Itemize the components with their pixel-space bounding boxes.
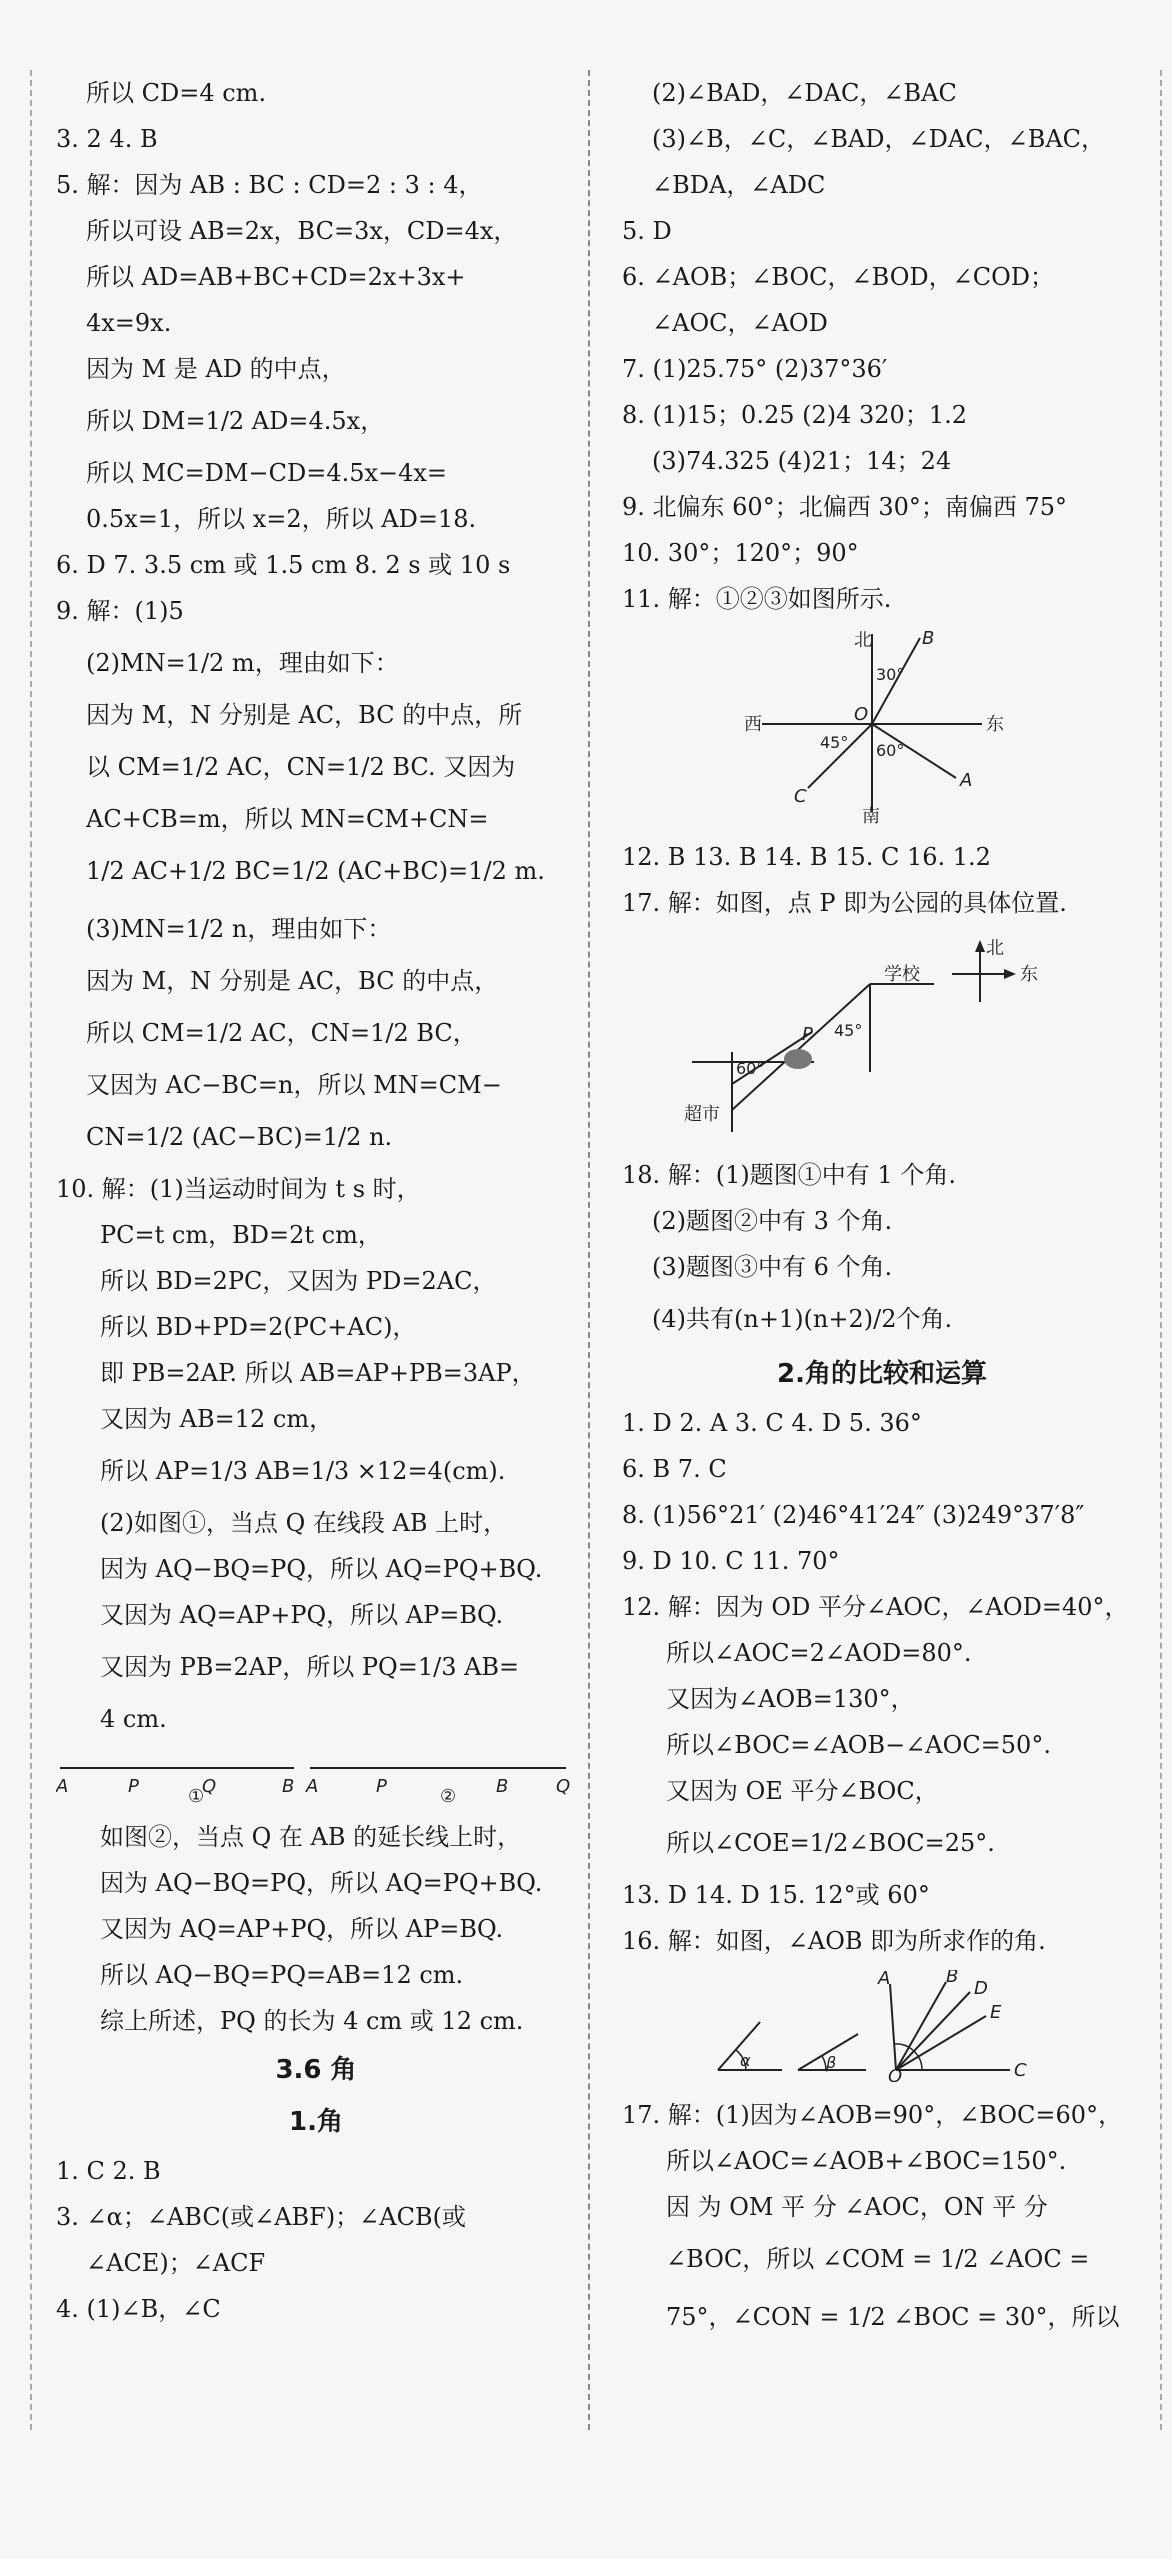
answer-line: 又因为 OE 平分∠BOC， (666, 1777, 939, 1805)
fig17-market: 超市 (684, 1104, 720, 1125)
fig11-east: 东 (986, 714, 1004, 735)
fig11-o: O (854, 704, 869, 725)
seg1-a: A (56, 1776, 69, 1797)
answer-line: (3)74.325 (4)21；14；24 (652, 447, 952, 475)
fig16-b: B (946, 1970, 959, 1987)
seg1-q: Q (202, 1776, 217, 1797)
left-answers-part2 (56, 1814, 576, 2044)
answer-line: 8. (1)15；0.25 (2)4 320；1.2 (622, 401, 967, 429)
answer-line: AC+CB=m，所以 MN=CM+CN= (86, 805, 489, 833)
answer-line: 18. 解：(1)题图①中有 1 个角. (622, 1161, 956, 1189)
answer-line: 6. D 7. 3.5 cm 或 1.5 cm 8. 2 s 或 10 s (56, 551, 511, 579)
right-answers-part4 (622, 1400, 1142, 1964)
answer-line: (3)MN=1/2 n，理由如下： (86, 915, 392, 943)
fig11-a: A (960, 770, 973, 791)
answer-line: 又因为 AQ=AP+PQ，所以 AP=BQ. (100, 1915, 504, 1943)
answer-line: 17. 解：(1)因为∠AOB=90°，∠BOC=60°， (622, 2101, 1123, 2129)
left-answers-part1 (56, 70, 576, 1742)
answer-line: 9. 北偏东 60°；北偏西 30°；南偏西 75° (622, 493, 1068, 521)
north-arrow-icon (975, 940, 985, 952)
park-map-diagram (622, 932, 1142, 1142)
subsection-title-angle: 1.角 (289, 2107, 343, 2137)
answer-line: 所以可设 AB=2x，BC=3x，CD=4x， (86, 217, 518, 245)
answer-line: 因为 M 是 AD 的中点， (86, 355, 346, 383)
answer-line: 又因为 AQ=AP+PQ，所以 AP=BQ. (100, 1601, 504, 1629)
answer-line: 因为 AQ−BQ=PQ，所以 AQ=PQ+BQ. (100, 1869, 543, 1897)
right-answers-part5 (622, 2092, 1142, 2346)
answer-line: 如图②，当点 Q 在 AB 的延长线上时， (100, 1823, 522, 1851)
answer-line: 因 为 OM 平 分 ∠AOC，ON 平 分 (666, 2193, 1048, 2221)
answer-line: 4x=9x. (86, 309, 172, 337)
answer-line: 4. (1)∠B，∠C (56, 2295, 221, 2323)
fig17-north: 北 (986, 938, 1004, 959)
answer-line: 所以 CD=4 cm. (86, 79, 267, 107)
answer-line: 所以∠BOC=∠AOB−∠AOC=50°. (666, 1731, 1051, 1759)
seg2-a: A (306, 1776, 319, 1797)
answer-line: 又因为 AC−BC=n，所以 MN=CM− (86, 1071, 502, 1099)
fig16-a: A (878, 1970, 891, 1989)
seg-fig2-label: ② (440, 1786, 457, 1804)
answer-line: (2)MN=1/2 m，理由如下： (86, 649, 399, 677)
section-title-3-6: 3.6 角 (275, 2055, 357, 2085)
fig17-45: 45° (834, 1021, 863, 1040)
answer-line: ∠BOC，所以 ∠COM = 1/2 ∠AOC = (666, 2245, 1090, 2273)
answer-line: 所以 AP=1/3 AB=1/3 ×12=4(cm). (100, 1457, 506, 1485)
answer-line: 所以 MC=DM−CD=4.5x−4x= (86, 459, 448, 487)
answer-line: 17. 解：如图，点 P 即为公园的具体位置. (622, 889, 1067, 917)
answer-line: 1/2 AC+1/2 BC=1/2 (AC+BC)=1/2 m. (86, 857, 545, 885)
answer-line: ∠ACE)；∠ACF (86, 2249, 266, 2277)
answer-line: 75°，∠CON = 1/2 ∠BOC = 30°，所以 (666, 2303, 1120, 2331)
fig17-p: P (802, 1024, 813, 1045)
seg1-p: P (128, 1776, 139, 1797)
fig16-o: O (888, 2066, 903, 2082)
east-arrow-icon (1004, 969, 1016, 979)
alpha-side (718, 2022, 760, 2070)
answer-line: PC=t cm，BD=2t cm， (100, 1221, 382, 1249)
answer-line: 5. 解：因为 AB : BC : CD=2 : 3 : 4， (56, 171, 483, 199)
answer-line: 因为 AQ−BQ=PQ，所以 AQ=PQ+BQ. (100, 1555, 543, 1583)
fig11-b: B (922, 628, 935, 649)
fig16-e: E (990, 2002, 1002, 2023)
answer-line: 7. (1)25.75° (2)37°36′ (622, 355, 888, 383)
compass-diagram (622, 628, 1142, 824)
answer-line: ∠AOC，∠AOD (652, 309, 828, 337)
answer-line: 又因为 AB=12 cm， (100, 1405, 334, 1433)
answer-line: 6. B 7. C (622, 1455, 727, 1483)
fig11-30: 30° (876, 665, 905, 684)
fig16-alpha: α (740, 2051, 751, 2070)
answer-line: 4 cm. (100, 1705, 167, 1733)
left-answers-part3 (56, 2148, 576, 2332)
answer-line: 12. 解：因为 OD 平分∠AOC，∠AOD=40°， (622, 1593, 1129, 1621)
answer-line: 所以 CM=1/2 AC，CN=1/2 BC， (86, 1019, 477, 1047)
fig16-d: D (974, 1978, 988, 1999)
right-answers-part1 (622, 70, 1142, 622)
fig17-school: 学校 (884, 964, 920, 985)
answer-line: 9. D 10. C 11. 70° (622, 1547, 840, 1575)
answer-line: (2)如图①，当点 Q 在线段 AB 上时， (100, 1509, 508, 1537)
answer-line: 12. B 13. B 14. B 15. C 16. 1.2 (622, 843, 991, 871)
answer-line: 0.5x=1，所以 x=2，所以 AD=18. (86, 505, 477, 533)
answer-line: 又因为∠AOB=130°， (666, 1685, 915, 1713)
answer-line: 10. 解：(1)当运动时间为 t s 时， (56, 1175, 421, 1203)
answer-line: 所以 AQ−BQ=PQ=AB=12 cm. (100, 1961, 464, 1989)
seg2-q: Q (556, 1776, 571, 1797)
right-answers-part2 (622, 834, 1142, 926)
answer-line: 5. D (622, 217, 672, 245)
ray-oe-16 (896, 2016, 986, 2070)
answer-line: 1. C 2. B (56, 2157, 161, 2185)
answer-line: 所以∠COE=1/2∠BOC=25°. (666, 1829, 995, 1857)
answer-line: 10. 30°；120°；90° (622, 539, 859, 567)
fig11-45: 45° (820, 733, 849, 752)
answer-line: 16. 解：如图，∠AOB 即为所求作的角. (622, 1927, 1046, 1955)
fig16-c: C (1014, 2060, 1027, 2081)
seg-fig1-label: ① (188, 1786, 205, 1804)
segment-diagram (56, 1748, 576, 1804)
fig17-60: 60° (736, 1059, 765, 1078)
column-divider (588, 70, 590, 2430)
answer-line: 即 PB=2AP. 所以 AB=AP+PB=3AP， (100, 1359, 536, 1387)
answer-line: (2)题图②中有 3 个角. (652, 1207, 893, 1235)
answer-line: CN=1/2 (AC−BC)=1/2 n. (86, 1123, 393, 1151)
fig11-north: 北 (854, 630, 872, 651)
answer-line: 所以 BD=2PC，又因为 PD=2AC， (100, 1267, 497, 1295)
figure-17-map (622, 932, 1142, 1146)
answer-line: 6. ∠AOB；∠BOC，∠BOD，∠COD； (622, 263, 1055, 291)
answer-line: 所以 AD=AB+BC+CD=2x+3x+ (86, 263, 466, 291)
answer-line: 3. ∠α；∠ABC(或∠ABF)；∠ACB(或 (56, 2203, 466, 2231)
fig11-south: 南 (862, 806, 880, 824)
answer-line: 3. 2 4. B (56, 125, 158, 153)
answer-line: 又因为 PB=2AP，所以 PQ=1/3 AB= (100, 1653, 520, 1681)
answer-line: 1. D 2. A 3. C 4. D 5. 36° (622, 1409, 922, 1437)
segment-figures (56, 1748, 576, 1808)
answer-line: 所以∠AOC=∠AOB+∠BOC=150°. (666, 2147, 1067, 2175)
ray-oa-16 (890, 1984, 896, 2070)
subsection-title-comparison: 2.角的比较和运算 (777, 1359, 987, 1389)
right-answers-part3 (622, 1152, 1142, 1348)
fig11-west: 西 (744, 714, 762, 735)
answer-line: 综上所述，PQ 的长为 4 cm 或 12 cm. (100, 2007, 524, 2035)
answer-line: (3)∠B，∠C，∠BAD，∠DAC，∠BAC， (652, 125, 1106, 153)
answer-line: 8. (1)56°21′ (2)46°41′24″ (3)249°37′8″ (622, 1501, 1085, 1529)
school-ray (732, 984, 870, 1110)
seg1-b: B (282, 1776, 295, 1797)
figure-11-compass (622, 628, 1142, 828)
left-margin-rule (30, 70, 32, 2430)
fig16-beta: β (826, 2053, 837, 2072)
right-column (622, 70, 1142, 2346)
angle-construction-diagram (622, 1970, 1142, 2082)
fig11-60: 60° (876, 741, 905, 760)
answer-line: 所以∠AOC=2∠AOD=80°. (666, 1639, 972, 1667)
answer-line: 11. 解：①②③如图所示. (622, 585, 892, 613)
answer-line: 13. D 14. D 15. 12°或 60° (622, 1881, 930, 1909)
answer-line: 所以 DM=1/2 AD=4.5x， (86, 407, 385, 435)
answer-line: 因为 M，N 分别是 AC，BC 的中点， (86, 967, 499, 995)
left-column (56, 70, 576, 2332)
answer-line: (2)∠BAD，∠DAC，∠BAC (652, 79, 957, 107)
answer-line: (3)题图③中有 6 个角. (652, 1253, 893, 1281)
seg2-b: B (496, 1776, 509, 1797)
right-margin-rule (1160, 70, 1162, 2430)
fig17-east: 东 (1020, 964, 1038, 985)
answer-line: 9. 解：(1)5 (56, 597, 184, 625)
answer-line: 因为 M，N 分别是 AC，BC 的中点，所 (86, 701, 523, 729)
fig11-c: C (794, 786, 807, 807)
park-marker-icon (784, 1049, 812, 1069)
answer-line: (4)共有(n+1)(n+2)/2个角. (652, 1305, 953, 1333)
figure-16-angles (622, 1970, 1142, 2086)
answer-line: 所以 BD+PD=2(PC+AC)， (100, 1313, 417, 1341)
answer-line: 以 CM=1/2 AC，CN=1/2 BC. 又因为 (86, 753, 516, 781)
answer-line: ∠BDA，∠ADC (652, 171, 826, 199)
seg2-p: P (376, 1776, 387, 1797)
